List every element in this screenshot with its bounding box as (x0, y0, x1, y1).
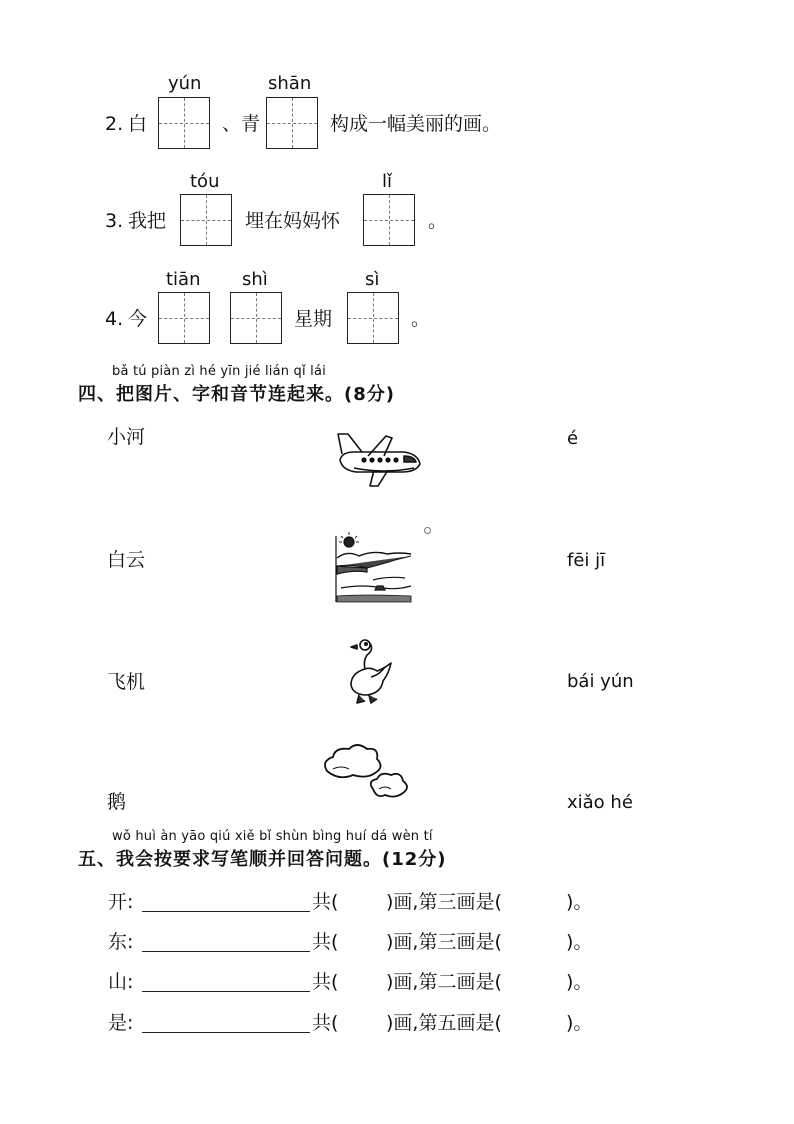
stroke-total-label: 共( (312, 971, 339, 993)
question-number: 3. (105, 210, 124, 232)
section-5-heading: 五、我会按要求写笔顺并回答问题。(12分) (78, 849, 447, 870)
pinyin-tou: tóu (190, 171, 220, 192)
writing-box-si[interactable] (347, 292, 399, 344)
airplane-picture[interactable] (334, 430, 424, 488)
pinyin-tian: tiān (166, 269, 201, 290)
stroke-question-label: )画,第三画是( (386, 931, 502, 953)
question-text: 。 (411, 308, 431, 330)
stroke-question-label: )画,第二画是( (386, 971, 502, 993)
question-text: 今 (128, 308, 148, 330)
writing-box-shan[interactable] (266, 97, 318, 149)
pinyin-yun: yún (168, 73, 202, 94)
stroke-char: 东: (108, 931, 134, 953)
stroke-question-label: )画,第五画是( (386, 1012, 502, 1034)
question-number: 2. (105, 113, 124, 135)
goose-picture[interactable] (343, 637, 393, 705)
section-4-heading-pinyin: bǎ tú piàn zì hé yīn jié lián qǐ lái (112, 364, 326, 379)
stroke-order-blank[interactable] (142, 1032, 310, 1033)
stroke-end-label: )。 (566, 1012, 593, 1034)
stroke-order-blank[interactable] (142, 911, 310, 912)
question-text: 埋在妈妈怀 (245, 210, 341, 232)
stroke-char: 山: (108, 971, 134, 993)
syllable-xiaohe[interactable]: xiǎo hé (567, 792, 633, 813)
syllable-baiyun[interactable]: bái yún (567, 671, 634, 692)
stroke-total-label: 共( (312, 891, 339, 913)
cloud-picture[interactable] (319, 741, 411, 803)
writing-box-tian[interactable] (158, 292, 210, 344)
pinyin-shi: shì (242, 269, 268, 290)
stroke-end-label: )。 (566, 931, 593, 953)
stroke-total-label: 共( (312, 1012, 339, 1034)
word-feiji[interactable]: 飞机 (107, 671, 146, 693)
stroke-char: 是: (108, 1012, 134, 1034)
question-text: 白 (128, 113, 148, 135)
pinyin-li: lǐ (382, 171, 393, 192)
pinyin-si: sì (365, 269, 380, 290)
pinyin-shan: shān (268, 73, 312, 94)
section-4-heading: 四、把图片、字和音节连起来。(8分) (78, 384, 395, 405)
word-xiaohe[interactable]: 小河 (107, 426, 146, 448)
stroke-char: 开: (108, 891, 134, 913)
stroke-question-label: )画,第三画是( (386, 891, 502, 913)
section-5-heading-pinyin: wǒ huì àn yāo qiú xiě bǐ shùn bìng huí dá wèn tí (112, 829, 433, 844)
writing-box-shi[interactable] (230, 292, 282, 344)
word-e[interactable]: 鹅 (107, 791, 127, 813)
question-text: 构成一幅美丽的画。 (330, 113, 502, 135)
stroke-end-label: )。 (566, 891, 593, 913)
question-text: 星期 (294, 308, 333, 330)
writing-box-li[interactable] (363, 194, 415, 246)
writing-box-tou[interactable] (180, 194, 232, 246)
stroke-order-blank[interactable] (142, 951, 310, 952)
stroke-total-label: 共( (312, 931, 339, 953)
question-number: 4. (105, 308, 124, 330)
question-text: 我把 (128, 210, 167, 232)
syllable-feiji[interactable]: fēi jī (567, 550, 606, 571)
question-text: 。 (428, 210, 448, 232)
question-text: 、青 (222, 113, 261, 135)
word-baiyun[interactable]: 白云 (107, 549, 146, 571)
speck-mark (424, 527, 431, 534)
writing-box-yun[interactable] (158, 97, 210, 149)
stroke-order-blank[interactable] (142, 991, 310, 992)
stroke-end-label: )。 (566, 971, 593, 993)
syllable-e[interactable]: é (567, 428, 579, 449)
river-picture[interactable] (333, 530, 413, 605)
